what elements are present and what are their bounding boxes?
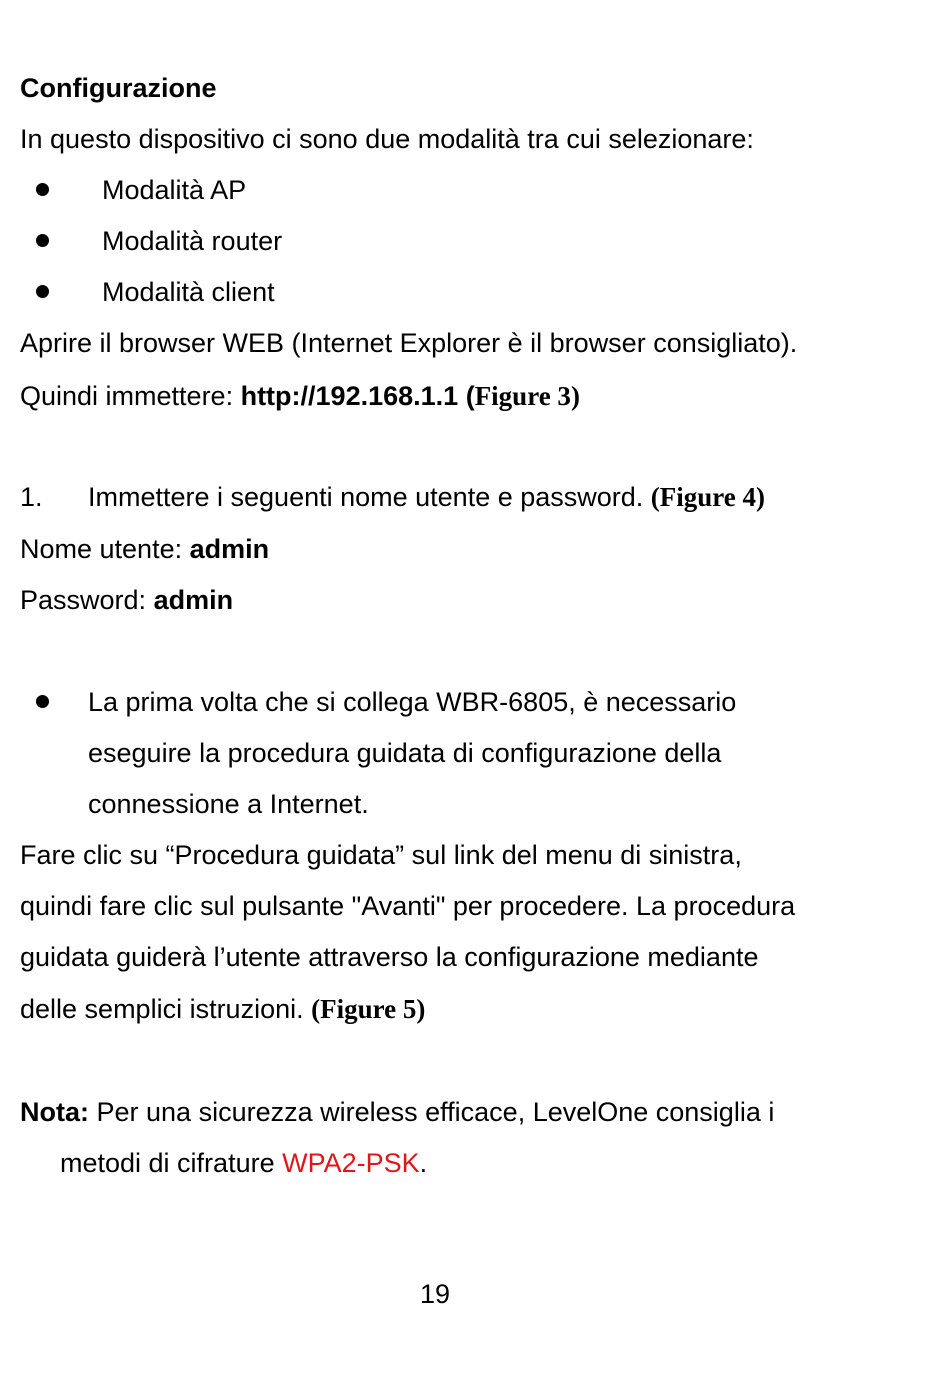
intro-text: In questo dispositivo ci sono due modalità tra cui selezionare:	[20, 124, 754, 154]
note-text: Per una sicurezza wireless efficace, LevelOne consiglia i	[89, 1097, 775, 1127]
figure-reference: Figure 4	[659, 482, 757, 512]
note-line-1	[20, 1096, 774, 1128]
password-value: admin	[153, 585, 234, 615]
username-value: admin	[189, 534, 270, 564]
section-heading: Configurazione	[20, 73, 217, 103]
wizard-last-text: delle semplici istruzioni.	[20, 994, 312, 1024]
bullet-icon	[36, 183, 49, 196]
bullet-icon	[36, 695, 49, 708]
address-prefix: Quindi immettere:	[20, 381, 241, 411]
encryption-highlight: WPA2-PSK	[282, 1148, 420, 1178]
first-time-line-2: eseguire la procedura guidata di configurazione della	[88, 738, 722, 768]
wizard-line-4	[20, 993, 425, 1025]
step-1-text	[88, 481, 765, 513]
note-line-2	[60, 1147, 427, 1179]
paren-open: (	[311, 994, 321, 1024]
step-1-instruction: Immettere i seguenti nome utente e password.	[88, 482, 651, 512]
bullet-icon	[36, 234, 49, 247]
paren-close: )	[570, 381, 580, 411]
router-url: http://192.168.1.1	[240, 381, 459, 411]
password-label: Password:	[20, 585, 154, 615]
wizard-line-3: guidata guiderà l’utente attraverso la configurazione mediante	[20, 942, 759, 972]
paren-open: (	[650, 482, 660, 512]
paren-close: )	[416, 994, 426, 1024]
password-line	[20, 584, 233, 616]
mode-item-router: Modalità router	[102, 226, 283, 256]
username-label: Nome utente:	[20, 534, 190, 564]
paren-open: (	[458, 381, 475, 411]
username-line	[20, 533, 269, 565]
note-line-2-suffix: .	[419, 1148, 428, 1178]
bullet-icon	[36, 285, 49, 298]
browser-instruction: Aprire il browser WEB (Internet Explorer è il browser consigliato).	[20, 328, 798, 358]
paren-close: )	[756, 482, 766, 512]
wizard-line-2: quindi fare clic sul pulsante "Avanti" per procedere. La procedura	[20, 891, 796, 921]
first-time-line-1: La prima volta che si collega WBR-6805, è necessario	[88, 687, 737, 717]
first-time-line-3: connessione a Internet.	[88, 789, 369, 819]
page-number: 19	[419, 1279, 451, 1309]
mode-item-client: Modalità client	[102, 277, 275, 307]
address-line	[20, 380, 580, 412]
figure-reference: Figure 3	[474, 381, 571, 411]
wizard-line-1: Fare clic su “Procedura guidata” sul link del menu di sinistra,	[20, 840, 742, 870]
step-number: 1.	[20, 482, 43, 512]
figure-reference: Figure 5	[320, 994, 417, 1024]
note-label: Nota:	[20, 1097, 89, 1127]
mode-item-ap: Modalità AP	[102, 175, 247, 205]
note-line-2-prefix: metodi di cifrature	[60, 1148, 283, 1178]
